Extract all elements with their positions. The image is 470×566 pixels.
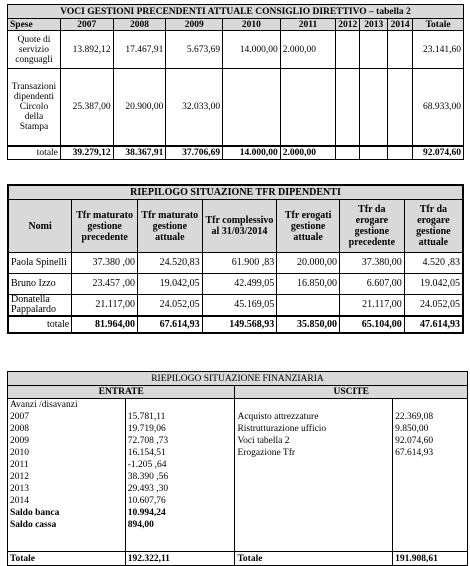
entrate-label: 2013	[10, 484, 29, 494]
uscite-label	[235, 507, 393, 519]
table-row	[8, 31, 464, 69]
total-label: totale	[8, 146, 61, 160]
cell: 4.520 ,83	[404, 253, 463, 274]
uscite-value	[393, 399, 468, 412]
finance-row	[8, 411, 468, 423]
table-row	[8, 274, 463, 295]
cell: 37.380 ,00	[72, 253, 138, 274]
row-label: Transazioni dipendenti Circolo della Stampa	[8, 69, 61, 147]
cell: 17.467,91	[113, 31, 166, 69]
table2-header-col4: Tfr erogati gestione attuale	[277, 200, 340, 253]
cell	[336, 69, 360, 147]
finance-row	[8, 507, 468, 519]
table2-title: RIEPILOGO SITUAZIONE TFR DIPENDENTI	[8, 185, 463, 200]
finance-row	[8, 399, 468, 412]
cell: 45.169,05	[202, 295, 277, 317]
uscite-header: USCITE	[235, 386, 468, 399]
entrate-label: Saldo cassa	[10, 520, 57, 530]
cell: 2.000,00	[280, 31, 336, 69]
entrate-total-value: 192.322,11	[125, 552, 235, 566]
uscite-value: 9.850,00	[393, 423, 468, 435]
cell: 24.520,83	[137, 253, 202, 274]
table-row	[8, 253, 463, 274]
uscite-label	[235, 471, 393, 483]
entrate-value: -1.205 ,64	[125, 459, 235, 471]
entrate-label: Avanzi /disavanzi	[10, 400, 78, 410]
uscite-value	[393, 519, 468, 531]
uscite-label	[235, 459, 393, 471]
finance-row	[8, 495, 468, 507]
finance-row	[8, 519, 468, 531]
entrate-label: 2009	[10, 436, 29, 446]
entrate-value: 72.708 ,73	[125, 435, 235, 447]
cell: 13.892,12	[60, 31, 113, 69]
table1-header-spese: Spese	[8, 19, 61, 31]
cell: 24.052,05	[404, 295, 463, 317]
cell: 32.033,00	[166, 69, 223, 147]
table1-title: VOCI GESTIONI PRECENDENTI ATTUALE CONSIGLIO DIRETTIVO – tabella 2	[8, 5, 464, 19]
cell: 14.000,00	[223, 31, 281, 69]
entrate-label: 2014	[10, 496, 29, 506]
finance-row	[8, 471, 468, 483]
entrate-header: ENTRATE	[8, 386, 235, 399]
entrate-total-label: Totale	[8, 552, 126, 566]
table3-title: RIEPILOGO SITUAZIONE FINANZIARIA	[8, 372, 468, 386]
uscite-value: 67.614,93	[393, 447, 468, 459]
total-row	[8, 316, 463, 333]
table1-header-2009: 2009	[166, 19, 223, 31]
total-label: totale	[8, 316, 72, 333]
finance-row	[8, 459, 468, 471]
uscite-value	[393, 507, 468, 519]
voci-gestioni-table	[7, 4, 464, 160]
cell: 20.000,00	[277, 253, 340, 274]
entrate-label: 2011	[10, 460, 29, 470]
uscite-value	[393, 471, 468, 483]
cell: 42.499,05	[202, 274, 277, 295]
uscite-label: Erogazione Tfr	[235, 447, 393, 459]
finance-row	[8, 423, 468, 435]
employee-name: Paola Spinelli	[8, 253, 72, 274]
cell: 21.117,00	[72, 295, 138, 317]
cell: 23.457 ,00	[72, 274, 138, 295]
uscite-total-value: 191.908,61	[393, 552, 468, 566]
table2-header-nomi: Nomi	[8, 200, 72, 253]
tfr-dipendenti-table	[7, 184, 464, 334]
cell: 19.042,05	[404, 274, 463, 295]
entrate-value: 10.607,76	[125, 495, 235, 507]
table-row	[8, 69, 464, 147]
situazione-finanziaria-table	[7, 371, 468, 566]
row-label: Quote di servizio conguagli	[8, 31, 61, 69]
cell: 92.074,60	[413, 146, 464, 160]
cell: 24.052,05	[137, 295, 202, 317]
cell: 19.042,05	[137, 274, 202, 295]
uscite-label	[235, 519, 393, 531]
total-row	[8, 552, 468, 566]
entrate-value: 16.154,51	[125, 447, 235, 459]
cell: 61.900 ,83	[202, 253, 277, 274]
table2-header-col5: Tfr da erogare gestione precedente	[339, 200, 404, 253]
cell: 16.850,00	[277, 274, 340, 295]
cell: 68.933,00	[413, 69, 464, 147]
table1-header-2008: 2008	[113, 19, 166, 31]
entrate-value	[125, 399, 235, 412]
table2-header-row	[8, 200, 463, 253]
uscite-value: 22.369,08	[393, 411, 468, 423]
finance-row	[8, 447, 468, 459]
cell	[280, 69, 336, 147]
cell: 37.706,69	[166, 146, 223, 160]
uscite-value	[393, 495, 468, 507]
cell: 37.380,00	[339, 253, 404, 274]
table3-body	[8, 399, 468, 532]
cell: 21.117,00	[339, 295, 404, 317]
uscite-value	[393, 483, 468, 495]
finance-row	[8, 483, 468, 495]
uscite-label	[235, 399, 393, 412]
cell: 2.000,00	[280, 146, 336, 160]
entrate-value: 19.719,06	[125, 423, 235, 435]
cell: 35.850,00	[277, 316, 340, 333]
table2-header-col6: Tfr da erogare gestione attuale	[404, 200, 463, 253]
cell	[388, 146, 413, 160]
total-row	[8, 146, 464, 160]
table2-header-col1: Tfr maturato gestione precedente	[72, 200, 138, 253]
cell	[336, 31, 360, 69]
table3-header-row	[8, 386, 468, 399]
cell: 23.141,60	[413, 31, 464, 69]
table1-header-row	[8, 19, 464, 31]
employee-name: Bruno Izzo	[8, 274, 72, 295]
table1-header-totale: Totale	[413, 19, 464, 31]
entrate-value: 894,00	[125, 519, 235, 531]
cell	[388, 31, 413, 69]
uscite-label: Ristrutturazione ufficio	[235, 423, 393, 435]
cell	[223, 69, 281, 147]
table1-header-2014: 2014	[388, 19, 413, 31]
entrate-label: 2007	[10, 412, 29, 422]
cell: 39.279,12	[60, 146, 113, 160]
cell: 67.614,93	[137, 316, 202, 333]
cell: 47.614,93	[404, 316, 463, 333]
cell: 14.000,00	[223, 146, 281, 160]
entrate-value: 38.390 ,56	[125, 471, 235, 483]
cell: 81.964,00	[72, 316, 138, 333]
uscite-label: Voci tabella 2	[235, 435, 393, 447]
uscite-value	[393, 459, 468, 471]
uscite-label	[235, 483, 393, 495]
uscite-label: Acquisto attrezzature	[235, 411, 393, 423]
cell	[360, 146, 388, 160]
cell	[388, 69, 413, 147]
cell: 149.568,93	[202, 316, 277, 333]
table1-header-2012: 2012	[336, 19, 360, 31]
uscite-value: 92.074,60	[393, 435, 468, 447]
cell	[360, 69, 388, 147]
entrate-label: 2010	[10, 448, 29, 458]
entrate-label: Saldo banca	[10, 508, 60, 518]
table2-header-col3: Tfr complessivo al 31/03/2014	[202, 200, 277, 253]
entrate-value: 10.994,24	[125, 507, 235, 519]
cell: 5.673,69	[166, 31, 223, 69]
finance-row	[8, 435, 468, 447]
entrate-value: 29.493 ,30	[125, 483, 235, 495]
table1-header-2011: 2011	[280, 19, 336, 31]
table1-header-2007: 2007	[60, 19, 113, 31]
table1-header-2010: 2010	[223, 19, 281, 31]
cell: 65.104,00	[339, 316, 404, 333]
table1-header-2013: 2013	[360, 19, 388, 31]
cell: 20.900,00	[113, 69, 166, 147]
employee-name: Donatella Pappalardo	[8, 295, 72, 317]
cell	[360, 31, 388, 69]
entrate-label: 2008	[10, 424, 29, 434]
uscite-label	[235, 495, 393, 507]
table-row	[8, 295, 463, 317]
cell	[336, 146, 360, 160]
entrate-label: 2012	[10, 472, 29, 482]
cell: 6.607,00	[339, 274, 404, 295]
uscite-total-label: Totale	[235, 552, 393, 566]
cell: 25.387,00	[60, 69, 113, 147]
cell: 38.367,91	[113, 146, 166, 160]
cell	[277, 295, 340, 317]
entrate-value: 15.781,11	[125, 411, 235, 423]
table2-header-col2: Tfr maturato gestione attuale	[137, 200, 202, 253]
